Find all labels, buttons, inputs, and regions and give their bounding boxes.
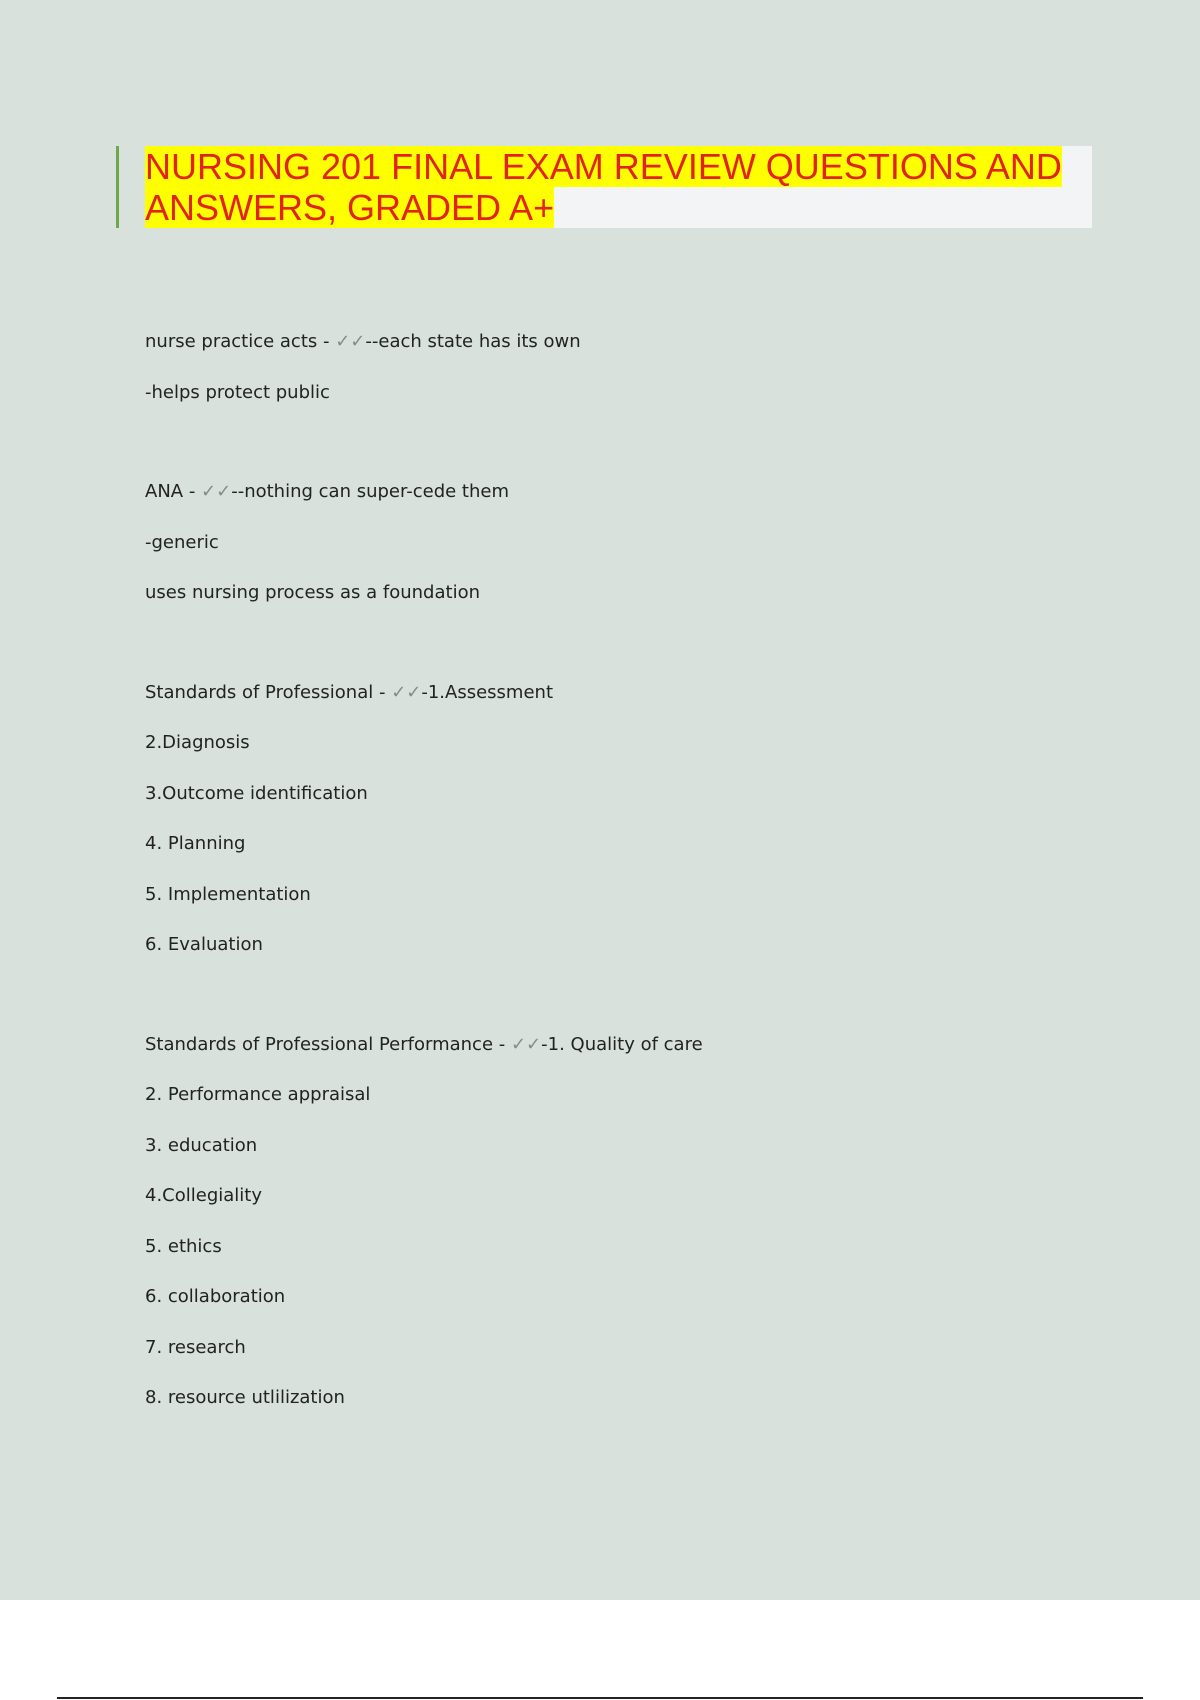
qa-answer-line: 2. Performance appraisal xyxy=(145,1084,371,1105)
qa-entry xyxy=(145,671,1145,974)
qa-answer-line: 3. education xyxy=(145,1134,258,1156)
qa-answer: --nothing can super-cede them xyxy=(231,481,509,502)
qa-term: Standards of Professional - xyxy=(145,681,392,703)
qa-answer-line: 4. Planning xyxy=(145,833,246,854)
qa-answer-line: 4.Collegiality xyxy=(145,1185,262,1206)
qa-question-line xyxy=(145,320,1145,371)
qa-answer-line: 8. resource utlilization xyxy=(145,1387,345,1408)
document-title xyxy=(145,146,1092,228)
qa-content xyxy=(145,320,1145,1476)
qa-answer-line: -generic xyxy=(145,531,219,553)
qa-answer-line: 6. Evaluation xyxy=(145,934,263,955)
qa-answer-line: 7. research xyxy=(145,1336,246,1358)
double-check-icon: ✓✓ xyxy=(201,481,232,502)
title-accent-bar xyxy=(116,146,119,228)
qa-term: Standards of Professional Performance - xyxy=(145,1033,511,1055)
qa-answer-line: 5. ethics xyxy=(145,1235,222,1257)
title-block xyxy=(116,146,1092,228)
qa-answer-line: 5. Implementation xyxy=(145,883,311,905)
qa-term: ANA - xyxy=(145,481,202,502)
qa-answer: --each state has its own xyxy=(365,331,581,352)
qa-answer: -1. Quality of care xyxy=(541,1033,703,1055)
document-title-text: NURSING 201 FINAL EXAM REVIEW QUESTIONS AND ANSWERS, GRADED A+ xyxy=(145,146,1062,228)
qa-question-line xyxy=(145,671,1145,722)
footer-divider xyxy=(57,1697,1143,1699)
qa-answer-line: 6. collaboration xyxy=(145,1286,286,1307)
qa-answer: -1.Assessment xyxy=(421,681,554,703)
double-check-icon: ✓✓ xyxy=(510,1033,542,1055)
qa-entry xyxy=(145,1023,1145,1427)
qa-answer-line: -helps protect public xyxy=(145,381,330,403)
qa-answer-line: 2.Diagnosis xyxy=(145,732,250,753)
qa-question-line xyxy=(145,470,1145,521)
qa-answer-line: uses nursing process as a foundation xyxy=(145,582,480,603)
qa-entry xyxy=(145,320,1145,421)
qa-answer-line: 3.Outcome identification xyxy=(145,782,368,804)
double-check-icon: ✓✓ xyxy=(335,331,366,352)
qa-term: nurse practice acts - xyxy=(145,331,336,352)
double-check-icon: ✓✓ xyxy=(391,681,422,703)
qa-entry xyxy=(145,470,1145,622)
qa-question-line xyxy=(145,1023,1145,1074)
